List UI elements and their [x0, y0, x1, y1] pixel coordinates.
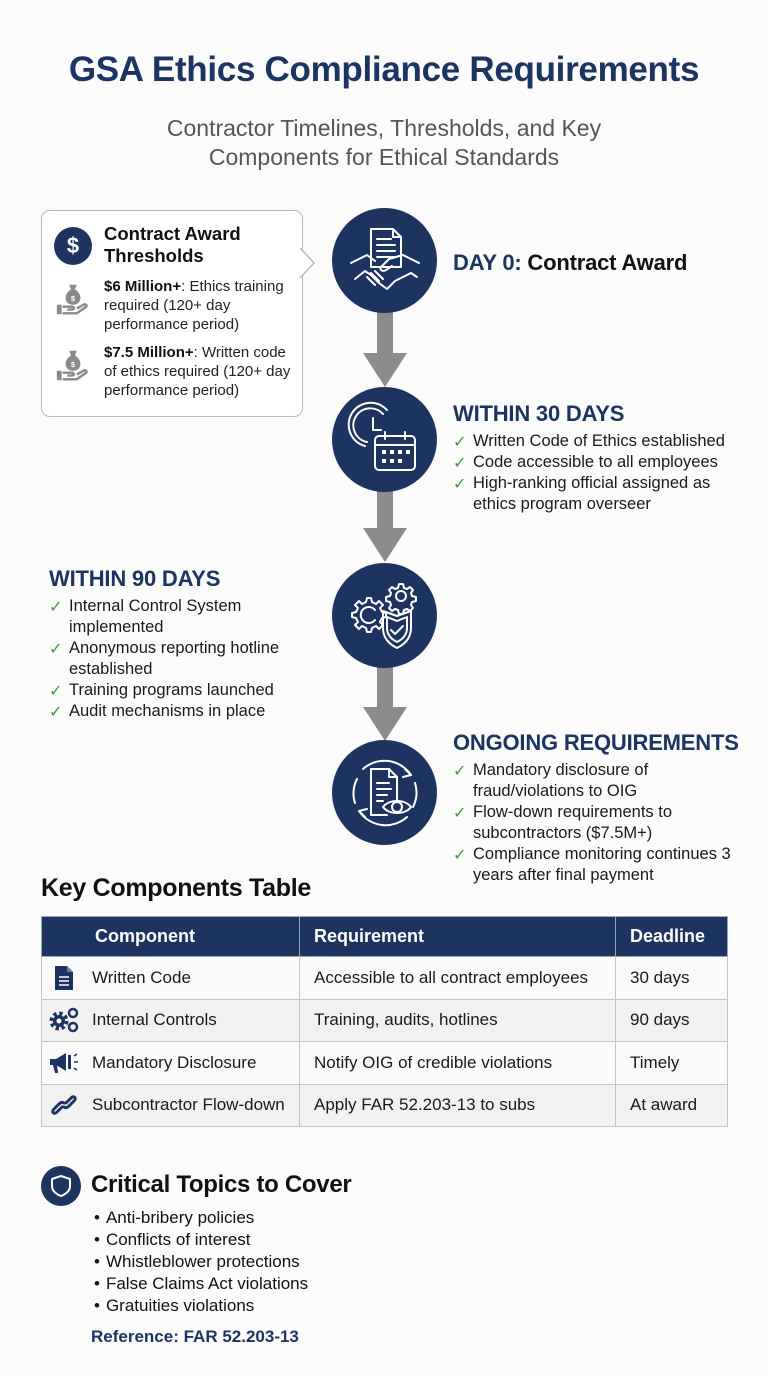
cell-requirement: Training, audits, hotlines: [300, 999, 616, 1042]
checklist-item: [453, 431, 743, 452]
check-icon: ✓: [49, 641, 63, 658]
subtitle-line-2: Components for Ethical Standards: [208, 144, 560, 170]
threshold-text: [104, 277, 294, 334]
svg-text:$: $: [70, 359, 76, 369]
timeline-arrow-down: [363, 665, 407, 741]
money-bag-hand-icon: [54, 347, 92, 385]
cell-requirement: Apply FAR 52.203-13 to subs: [300, 1084, 616, 1127]
table-row: [42, 957, 728, 1000]
thresholds-header: [54, 223, 241, 267]
component-name: Subcontractor Flow-down: [92, 1095, 285, 1115]
stage-90-days-list: [49, 596, 314, 722]
cell-component: [42, 999, 300, 1042]
stage-30-days-title: WITHIN 30 DAYS: [453, 401, 625, 426]
check-icon: ✓: [453, 763, 467, 780]
checklist-item: [49, 638, 314, 680]
critical-topics-list: [94, 1207, 308, 1317]
column-header-requirement: Requirement: [300, 917, 616, 957]
stage-day0-accent: DAY 0:: [453, 250, 522, 275]
threshold-item: [54, 277, 294, 334]
gears-icon: [48, 1006, 80, 1034]
threshold-description: : Ethics training required (120+ day performance period): [104, 278, 284, 333]
timeline-node-day0: [332, 208, 437, 313]
checklist-text: Internal Control System implemented: [69, 597, 242, 636]
svg-text:$: $: [70, 293, 76, 303]
reference-note: Reference: FAR 52.203-13: [91, 1327, 299, 1346]
critical-topics-title: Critical Topics to Cover: [91, 1171, 352, 1198]
key-components-table: [41, 916, 728, 1127]
checklist-text: Mandatory disclosure of fraud/violations to OIG: [473, 761, 649, 800]
link-icon: [48, 1091, 80, 1119]
checklist-text: Written Code of Ethics established: [473, 432, 725, 450]
checklist-item: [453, 452, 743, 473]
threshold-amount: $7.5 Million+: [104, 344, 194, 361]
contract-handshake-icon: [345, 221, 425, 301]
timeline-arrow-down: [363, 486, 407, 562]
checklist-text: Flow-down requirements to subcontractors ($7.5M+): [473, 803, 672, 842]
stage-day0-title: [453, 250, 687, 276]
timeline-arrow-down: [363, 311, 407, 387]
dollar-icon: $: [54, 227, 92, 265]
checklist-item: [453, 473, 743, 515]
check-icon: ✓: [453, 805, 467, 822]
topic-item: • Anti-bribery policies: [94, 1207, 308, 1229]
timeline-node-ongoing: [332, 740, 437, 845]
table-row: [42, 1084, 728, 1127]
cell-deadline: Timely: [616, 1042, 728, 1085]
threshold-item: [54, 343, 294, 400]
timeline-node-30-days: [332, 387, 437, 492]
column-header-component: Component: [42, 917, 300, 957]
table-row: [42, 999, 728, 1042]
component-name: Written Code: [92, 967, 191, 987]
check-icon: ✓: [453, 476, 467, 493]
clock-calendar-icon: [345, 400, 425, 480]
cell-component: [42, 1084, 300, 1127]
document-eye-cycle-icon: [343, 751, 427, 835]
check-icon: ✓: [49, 599, 63, 616]
checklist-text: Audit mechanisms in place: [69, 702, 266, 720]
column-header-deadline: Deadline: [616, 917, 728, 957]
shield-icon: [41, 1166, 81, 1206]
threshold-amount: $6 Million+: [104, 278, 182, 295]
checklist-item: [453, 802, 743, 844]
stage-90-days-title: WITHIN 90 DAYS: [49, 566, 221, 591]
cell-requirement: Accessible to all contract employees: [300, 957, 616, 1000]
stage-day0-rest: Contract Award: [521, 250, 688, 275]
thresholds-title-line-2: Thresholds: [104, 245, 204, 266]
table-header-row: [42, 917, 728, 957]
checklist-item: [453, 844, 743, 886]
table-row: [42, 1042, 728, 1085]
table-title: Key Components Table: [41, 874, 311, 902]
gears-shield-icon: [345, 576, 425, 656]
checklist-text: Code accessible to all employees: [473, 453, 718, 471]
check-icon: ✓: [49, 683, 63, 700]
checklist-text: High-ranking official assigned as ethics program overseer: [473, 474, 711, 513]
subtitle-line-1: Contractor Timelines, Thresholds, and Key: [166, 115, 602, 141]
checklist-text: Training programs launched: [69, 681, 274, 699]
document-icon: [48, 964, 80, 992]
cell-component: [42, 957, 300, 1000]
topic-item: • Whistleblower protections: [94, 1251, 308, 1273]
checklist-item: [49, 680, 314, 701]
megaphone-icon: [48, 1049, 80, 1077]
check-icon: ✓: [453, 455, 467, 472]
checklist-text: Anonymous reporting hotline established: [69, 639, 280, 678]
thresholds-callout: [41, 210, 303, 417]
stage-30-days-list: [453, 431, 743, 515]
cell-requirement: Notify OIG of credible violations: [300, 1042, 616, 1085]
threshold-description: : Written code of ethics required (120+ day performance period): [104, 344, 291, 399]
callout-pointer: [300, 248, 316, 278]
checklist-item: [49, 596, 314, 638]
money-bag-hand-icon: [54, 281, 92, 319]
cell-deadline: At award: [616, 1084, 728, 1127]
page-subtitle: [0, 114, 768, 172]
check-icon: ✓: [49, 704, 63, 721]
cell-deadline: 30 days: [616, 957, 728, 1000]
page-title: GSA Ethics Compliance Requirements: [68, 50, 700, 89]
thresholds-title-line-1: Contract Award: [104, 223, 241, 244]
cell-component: [42, 1042, 300, 1085]
cell-deadline: 90 days: [616, 999, 728, 1042]
checklist-item: [49, 701, 314, 722]
check-icon: ✓: [453, 847, 467, 864]
threshold-text: [104, 343, 294, 400]
checklist-text: Compliance monitoring continues 3 years after final payment: [473, 845, 731, 884]
check-icon: ✓: [453, 434, 467, 451]
thresholds-title: [104, 223, 241, 267]
component-name: Mandatory Disclosure: [92, 1052, 257, 1072]
component-name: Internal Controls: [92, 1010, 217, 1030]
timeline-node-90-days: [332, 563, 437, 668]
topic-item: • False Claims Act violations: [94, 1273, 308, 1295]
topic-item: • Gratuities violations: [94, 1295, 308, 1317]
topic-item: • Conflicts of interest: [94, 1229, 308, 1251]
stage-ongoing-list: [453, 760, 743, 886]
checklist-item: [453, 760, 743, 802]
stage-ongoing-title: ONGOING REQUIREMENTS: [453, 730, 739, 755]
